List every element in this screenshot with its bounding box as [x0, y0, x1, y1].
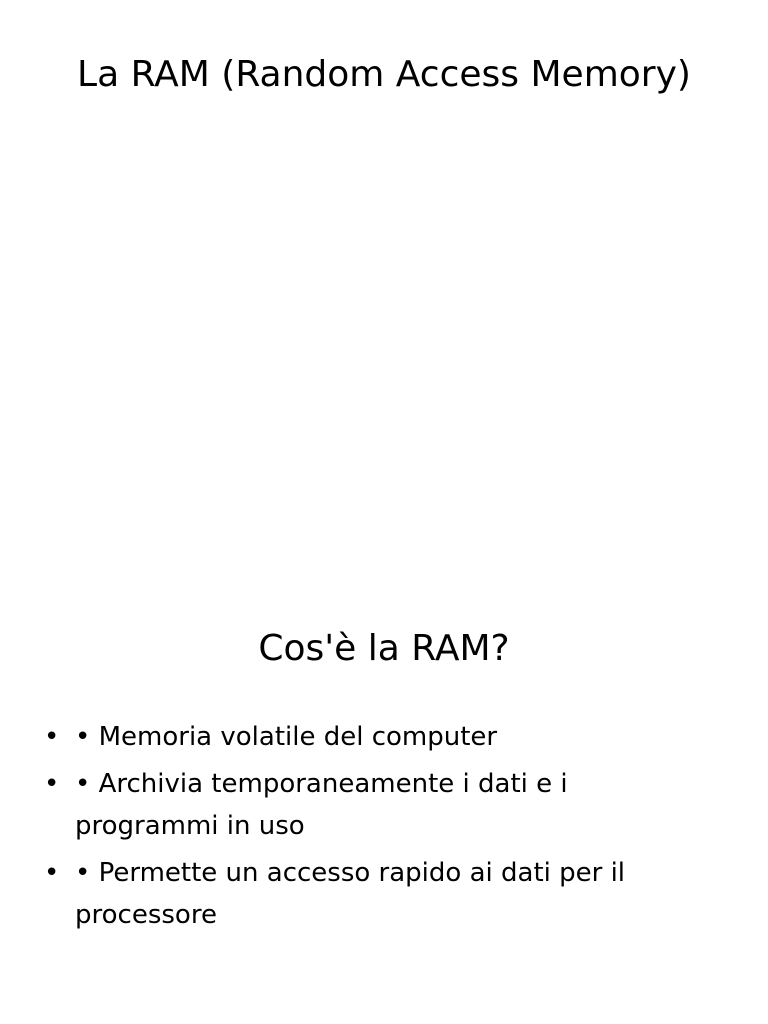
slide-what-is-ram: [0, 512, 768, 1024]
bullet-icon: •: [44, 769, 60, 799]
slide-title-heading: La RAM (Random Access Memory): [77, 54, 691, 95]
list-item: [44, 852, 694, 936]
bullet-list: [44, 716, 694, 941]
bullet-text: • Permette un accesso rapido ai dati per il processore: [75, 858, 626, 930]
list-item: [44, 763, 694, 847]
bullet-icon: •: [44, 722, 60, 752]
list-item: [44, 716, 694, 758]
section-heading: Cos'è la RAM?: [258, 628, 510, 669]
bullet-text: • Memoria volatile del computer: [75, 722, 498, 752]
bullet-icon: •: [44, 858, 60, 888]
bullet-text: • Archivia temporaneamente i dati e i programmi in uso: [75, 769, 568, 841]
